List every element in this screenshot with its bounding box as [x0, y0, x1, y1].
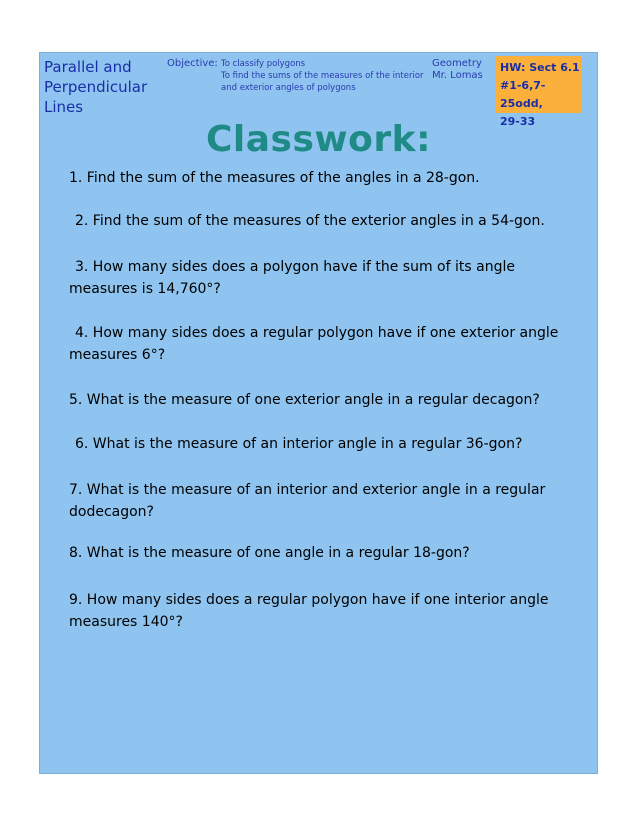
- question-line: measures is 14,760°?: [69, 281, 221, 297]
- homework-box: [496, 56, 581, 128]
- question-line: 2. Find the sum of the measures of the exterior angles in a 54-gon.: [75, 213, 545, 229]
- question-line: 6. What is the measure of an interior angle in a regular 36-gon?: [75, 436, 523, 452]
- question-5: [69, 389, 540, 411]
- question-line: 7. What is the measure of an interior and exterior angle in a regular: [69, 482, 546, 498]
- question-line: measures 140°?: [69, 614, 183, 630]
- question-7: [69, 479, 545, 523]
- lesson-title-line: Lines: [44, 98, 84, 116]
- teacher-name: Mr. Lomas: [432, 70, 483, 81]
- question-line: measures 6°?: [69, 347, 166, 363]
- homework-line: HW: Sect 6.1: [500, 61, 580, 74]
- question-line: 3. How many sides does a polygon have if the sum of its angle: [75, 259, 515, 275]
- objective-line: and exterior angles of polygons: [221, 83, 356, 93]
- page-heading: Classwork:: [206, 119, 431, 160]
- lesson-title: [44, 57, 147, 117]
- course-name: Geometry: [432, 58, 482, 69]
- question-line: 9. How many sides does a regular polygon have if one interior angle: [69, 592, 549, 608]
- question-2: [75, 210, 545, 232]
- objective-line: To classify polygons: [221, 59, 306, 69]
- course-info: [432, 58, 483, 82]
- question-line: 5. What is the measure of one exterior angle in a regular decagon?: [69, 392, 540, 408]
- question-6: [75, 433, 522, 455]
- worksheet-page: [39, 52, 598, 774]
- question-line: 8. What is the measure of one angle in a regular 18-gon?: [69, 545, 470, 561]
- objective-block: [167, 58, 424, 93]
- lesson-title-line: Perpendicular: [44, 78, 148, 96]
- question-line: 4. How many sides does a regular polygon have if one exterior angle: [75, 325, 559, 341]
- objective-line: To find the sums of the measures of the interior: [221, 71, 424, 81]
- objective-label: Objective:: [167, 58, 218, 69]
- question-3: [69, 256, 515, 300]
- question-line: dodecagon?: [69, 504, 154, 520]
- question-line: 1. Find the sum of the measures of the angles in a 28-gon.: [69, 170, 480, 186]
- question-8: [69, 542, 470, 564]
- question-1: [69, 167, 480, 189]
- question-9: [69, 589, 549, 633]
- homework-line: 29-33: [500, 115, 536, 128]
- question-4: [69, 322, 558, 366]
- homework-line: #1-6,7-25odd,: [500, 79, 546, 110]
- lesson-title-line: Parallel and: [44, 58, 132, 76]
